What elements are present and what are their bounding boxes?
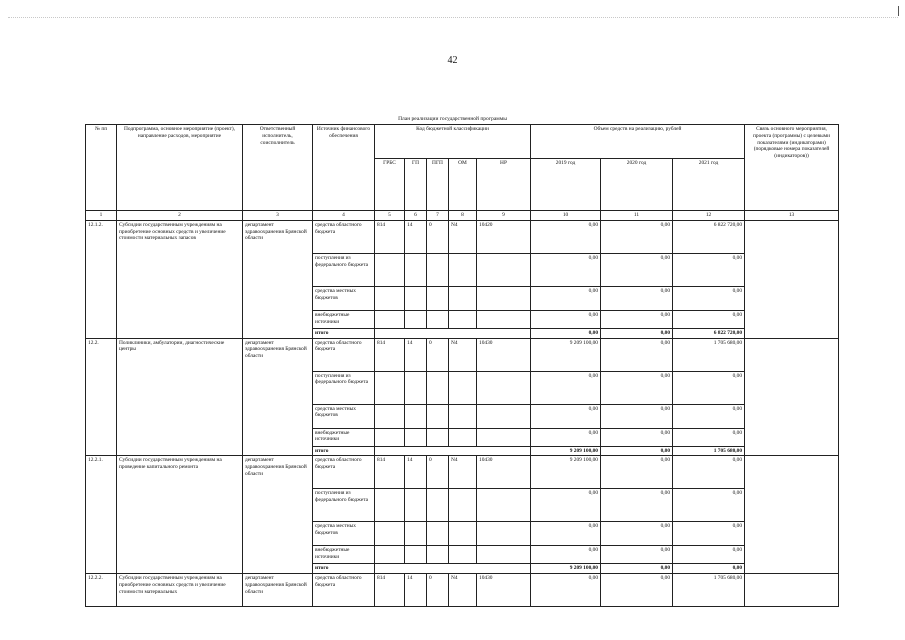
amount-2021: 1 705 680,00 (673, 338, 745, 371)
amount-2020: 0,00 (601, 253, 673, 286)
code-empty (449, 546, 477, 564)
amount-2020: 0,00 (601, 220, 673, 253)
code-empty (375, 446, 531, 456)
amount-2019: 0,00 (531, 428, 601, 446)
code-pgp: 0 (427, 338, 449, 371)
code-empty (477, 253, 531, 286)
code-pgp: 0 (427, 220, 449, 253)
column-number: 3 (243, 211, 313, 221)
amount-2020: 0,00 (601, 310, 673, 328)
code-empty (405, 428, 427, 446)
code-empty (477, 371, 531, 404)
header-volume: Объем средств на реализацию, рублей (531, 125, 745, 159)
amount-2021: 1 705 680,00 (673, 574, 745, 607)
amount-2020: 0,00 (601, 404, 673, 428)
code-empty (375, 371, 405, 404)
code-nr: 10430 (477, 338, 531, 371)
amount-2021: 0,00 (673, 489, 745, 522)
item-number: 12.2. (86, 338, 117, 456)
source-row (86, 220, 839, 253)
header-nr: НР (477, 159, 531, 211)
funding-source: поступления из федерального бюджета (313, 371, 375, 404)
amount-2020: 0,00 (601, 338, 673, 371)
code-om: N4 (449, 220, 477, 253)
item-name: Субсидии государственным учреждениям на приобретение основных средств и увеличение стоимости материальных (117, 574, 243, 607)
amount-2021: 1 705 680,00 (673, 446, 745, 456)
header-responsible: Ответственный исполнитель, соисполнитель (243, 125, 313, 211)
header-no: № пп (86, 125, 117, 211)
header-gp: ГП (405, 159, 427, 211)
amount-2021: 0,00 (673, 286, 745, 310)
code-grbs: 814 (375, 338, 405, 371)
code-grbs: 814 (375, 456, 405, 489)
code-empty (375, 564, 531, 574)
code-empty (375, 522, 405, 546)
header-subprogram: Подпрограмма, основное мероприятие (проект), направление расходов, мероприятие (117, 125, 243, 211)
header-year-2021: 2021 год (673, 159, 745, 211)
amount-2021: 0,00 (673, 522, 745, 546)
funding-source: итого (313, 564, 375, 574)
header-row (86, 125, 839, 159)
amount-2020: 0,00 (601, 446, 673, 456)
amount-2021: 6 822 720,00 (673, 328, 745, 338)
code-empty (405, 286, 427, 310)
amount-2019: 0,00 (531, 489, 601, 522)
amount-2019: 0,00 (531, 404, 601, 428)
code-empty (405, 371, 427, 404)
indicator-link (745, 456, 839, 574)
funding-source: внебюджетные источники (313, 546, 375, 564)
code-empty (375, 310, 405, 328)
code-empty (405, 522, 427, 546)
column-number: 12 (673, 211, 745, 221)
funding-source: внебюджетные источники (313, 310, 375, 328)
column-number: 5 (375, 211, 405, 221)
header-link: Связь основного мероприятия, проекта (программы) с целевыми показателями (индикаторами) (порядковые номера показателей (индикаторов)) (745, 125, 839, 211)
amount-2019: 0,00 (531, 310, 601, 328)
code-empty (427, 371, 449, 404)
item-number: 12.2.2. (86, 574, 117, 607)
code-empty (427, 286, 449, 310)
code-empty (449, 286, 477, 310)
code-empty (427, 522, 449, 546)
column-number: 4 (313, 211, 375, 221)
amount-2020: 0,00 (601, 428, 673, 446)
code-empty (449, 404, 477, 428)
funding-source: итого (313, 446, 375, 456)
amount-2020: 0,00 (601, 286, 673, 310)
funding-source: средства областного бюджета (313, 574, 375, 607)
code-pgp: 0 (427, 574, 449, 607)
amount-2021: 0,00 (673, 310, 745, 328)
code-empty (405, 404, 427, 428)
amount-2021: 6 822 720,00 (673, 220, 745, 253)
plan-table (85, 124, 839, 607)
column-number: 2 (117, 211, 243, 221)
header-pgp: ПГП (427, 159, 449, 211)
code-pgp: 0 (427, 456, 449, 489)
column-number: 8 (449, 211, 477, 221)
amount-2020: 0,00 (601, 456, 673, 489)
code-empty (405, 253, 427, 286)
code-grbs: 814 (375, 574, 405, 607)
funding-source: средства областного бюджета (313, 338, 375, 371)
code-empty (477, 404, 531, 428)
code-empty (375, 428, 405, 446)
page-number: 42 (447, 55, 458, 66)
funding-source: поступления из федерального бюджета (313, 489, 375, 522)
item-name: Субсидии государственным учреждениям на приобретение основных средств и увеличение стоимости материальных запасов (117, 220, 243, 338)
amount-2019: 0,00 (531, 286, 601, 310)
code-om: N4 (449, 456, 477, 489)
header-source: Источник финансового обеспечения (313, 125, 375, 211)
code-empty (449, 253, 477, 286)
code-empty (477, 428, 531, 446)
scan-artifact-line (8, 17, 898, 18)
item-number: 12.2.1. (86, 456, 117, 574)
code-empty (427, 546, 449, 564)
scan-edge-mark (898, 6, 899, 16)
code-empty (427, 428, 449, 446)
amount-2019: 0,00 (531, 220, 601, 253)
source-row (86, 338, 839, 371)
column-number: 1 (86, 211, 117, 221)
code-empty (427, 404, 449, 428)
code-empty (427, 253, 449, 286)
code-nr: 10420 (477, 220, 531, 253)
funding-source: итого (313, 328, 375, 338)
amount-2021: 0,00 (673, 564, 745, 574)
code-empty (375, 328, 531, 338)
column-number: 11 (601, 211, 673, 221)
amount-2019: 9 209 100,00 (531, 456, 601, 489)
item-responsible: департамент здравоохранения Брянской области (243, 456, 313, 574)
item-responsible: департамент здравоохранения Брянской области (243, 574, 313, 607)
amount-2021: 0,00 (673, 253, 745, 286)
item-number: 12.1.2. (86, 220, 117, 338)
funding-source: поступления из федерального бюджета (313, 253, 375, 286)
code-empty (477, 546, 531, 564)
code-empty (449, 522, 477, 546)
code-nr: 10430 (477, 574, 531, 607)
item-name: Поликлиники, амбулатории, диагностические центры (117, 338, 243, 456)
code-grbs: 814 (375, 220, 405, 253)
code-gp: 14 (405, 338, 427, 371)
header-year-2019: 2019 год (531, 159, 601, 211)
amount-2019: 0,00 (531, 574, 601, 607)
amount-2019: 9 209 100,00 (531, 338, 601, 371)
column-number: 9 (477, 211, 531, 221)
column-number-row (86, 211, 839, 221)
header-budget-code: Код бюджетной классификации (375, 125, 531, 159)
plan-table-body (86, 125, 839, 607)
amount-2019: 0,00 (531, 371, 601, 404)
code-empty (375, 546, 405, 564)
amount-2021: 0,00 (673, 404, 745, 428)
column-number: 6 (405, 211, 427, 221)
column-number: 13 (745, 211, 839, 221)
amount-2020: 0,00 (601, 522, 673, 546)
amount-2019: 0,00 (531, 253, 601, 286)
item-responsible: департамент здравоохранения Брянской области (243, 338, 313, 456)
funding-source: средства местных бюджетов (313, 286, 375, 310)
amount-2019: 9 209 100,00 (531, 446, 601, 456)
amount-2021: 0,00 (673, 546, 745, 564)
code-nr: 10430 (477, 456, 531, 489)
source-row (86, 456, 839, 489)
header-grbs: ГРБС (375, 159, 405, 211)
indicator-link (745, 574, 839, 607)
amount-2020: 0,00 (601, 564, 673, 574)
code-empty (405, 546, 427, 564)
code-empty (405, 310, 427, 328)
code-empty (375, 253, 405, 286)
code-empty (449, 371, 477, 404)
code-empty (449, 428, 477, 446)
amount-2021: 0,00 (673, 371, 745, 404)
code-empty (449, 310, 477, 328)
code-gp: 14 (405, 456, 427, 489)
funding-source: средства областного бюджета (313, 456, 375, 489)
column-number: 7 (427, 211, 449, 221)
amount-2019: 0,00 (531, 546, 601, 564)
indicator-link (745, 338, 839, 456)
header-om: ОМ (449, 159, 477, 211)
amount-2021: 0,00 (673, 456, 745, 489)
amount-2020: 0,00 (601, 328, 673, 338)
indicator-link (745, 220, 839, 338)
item-name: Субсидии государственным учреждениям на проведение капитального ремонта (117, 456, 243, 574)
funding-source: средства областного бюджета (313, 220, 375, 253)
code-empty (427, 489, 449, 522)
code-om: N4 (449, 574, 477, 607)
code-empty (449, 489, 477, 522)
amount-2020: 0,00 (601, 574, 673, 607)
header-year-2020: 2020 год (601, 159, 673, 211)
amount-2020: 0,00 (601, 546, 673, 564)
document-title: План реализации государственной программы (398, 116, 507, 122)
item-responsible: департамент здравоохранения Брянской области (243, 220, 313, 338)
code-empty (477, 286, 531, 310)
amount-2019: 0,00 (531, 328, 601, 338)
column-number: 10 (531, 211, 601, 221)
funding-source: средства местных бюджетов (313, 404, 375, 428)
code-empty (375, 286, 405, 310)
code-empty (477, 489, 531, 522)
code-empty (427, 310, 449, 328)
amount-2020: 0,00 (601, 371, 673, 404)
amount-2019: 9 209 100,00 (531, 564, 601, 574)
code-om: N4 (449, 338, 477, 371)
code-empty (375, 404, 405, 428)
funding-source: внебюджетные источники (313, 428, 375, 446)
source-row (86, 574, 839, 607)
code-empty (477, 310, 531, 328)
code-empty (375, 489, 405, 522)
code-empty (477, 522, 531, 546)
amount-2020: 0,00 (601, 489, 673, 522)
code-empty (405, 489, 427, 522)
amount-2019: 0,00 (531, 522, 601, 546)
code-gp: 14 (405, 574, 427, 607)
amount-2021: 0,00 (673, 428, 745, 446)
funding-source: средства местных бюджетов (313, 522, 375, 546)
code-gp: 14 (405, 220, 427, 253)
